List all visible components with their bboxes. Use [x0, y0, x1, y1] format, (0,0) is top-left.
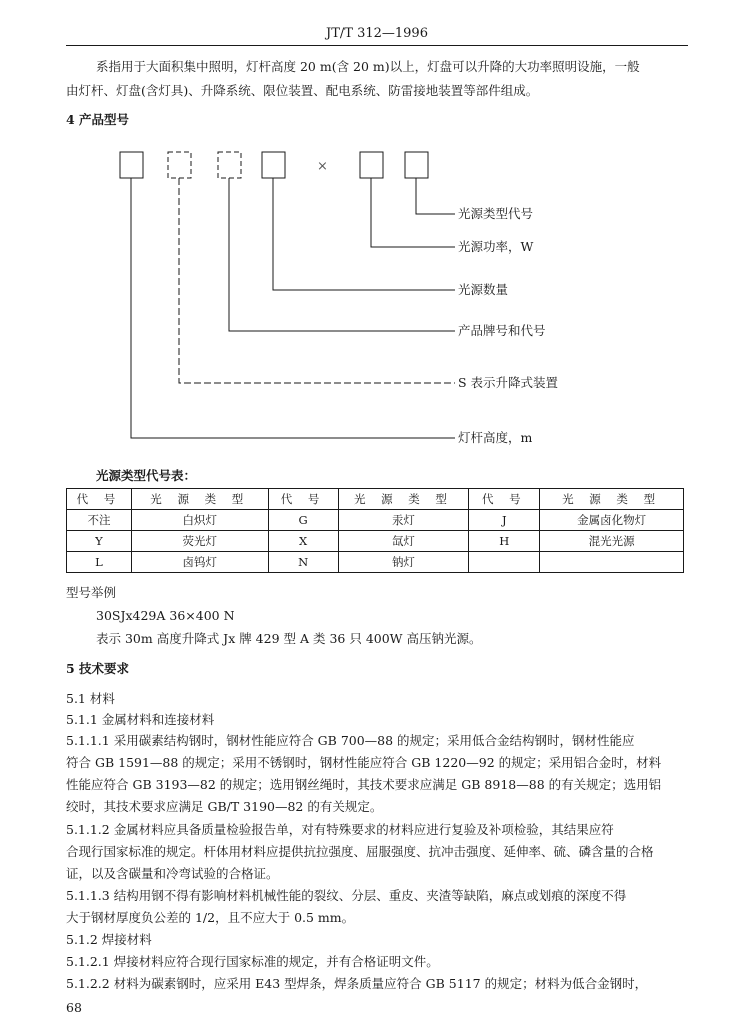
- table-row: [67, 531, 684, 552]
- leader-height: [131, 178, 455, 438]
- example-description: 表示 30m 高度升降式 Jx 牌 429 型 A 类 36 只 400W 高压钠光源。: [96, 631, 482, 646]
- example-title: 型号举例: [66, 585, 117, 600]
- table-cell: L: [67, 552, 132, 573]
- clause-5-1-1-1-line-1: 5.1.1.1 采用碳素结构钢时，钢材性能应符合 GB 700—88 的规定；采用低合金结构钢时，钢材性能应: [66, 733, 635, 748]
- clause-5-1-2-2: 5.1.2.2 材料为碳素钢时，应采用 E43 型焊条，焊条质量应符合 GB 5117 的规定；材料为低合金钢时，: [66, 976, 648, 991]
- header-code: 代 号: [67, 489, 132, 510]
- header-type: 光 源 类 型: [540, 489, 684, 510]
- header-type: 光 源 类 型: [338, 489, 469, 510]
- section-5-title: 5 技术要求: [66, 661, 130, 676]
- code-box-quantity: [262, 152, 285, 178]
- clause-5-1-1: 5.1.1 金属材料和连接材料: [66, 712, 215, 727]
- leader-type: [416, 178, 455, 214]
- table-cell: 金属卤化物灯: [540, 510, 684, 531]
- example-code: 30SJx429A 36×400 N: [96, 608, 235, 623]
- leader-brand: [229, 178, 455, 331]
- table-cell: 不注: [67, 510, 132, 531]
- table-cell: 卤钨灯: [131, 552, 268, 573]
- clause-5-1-1-3-line-2: 大于钢材厚度负公差的 1/2，且不应大于 0.5 mm。: [66, 910, 355, 925]
- leader-lift: [179, 178, 455, 383]
- table-row: [67, 510, 684, 531]
- table-cell: [540, 552, 684, 573]
- standard-code: JT/T 312—1996: [326, 26, 428, 41]
- label-light-source-type: 光源类型代号: [458, 206, 534, 221]
- code-box-lift: [168, 152, 191, 178]
- table-cell: Y: [67, 531, 132, 552]
- label-lift-device: S 表示升降式装置: [458, 375, 559, 390]
- intro-line-1: 系指用于大面积集中照明，灯杆高度 20 m(含 20 m)以上，灯盘可以升降的大功率照明设施，一般: [96, 59, 640, 74]
- clause-5-1-1-2-line-2: 合现行国家标准的规定。杆体用材料应提供抗拉强度、屈服强度、抗冲击强度、延伸率、硫、磷含量的合格: [66, 844, 654, 859]
- table-caption: 光源类型代号表：: [96, 468, 197, 483]
- table-cell: H: [469, 531, 540, 552]
- label-brand-code: 产品牌号和代号: [458, 323, 546, 338]
- label-pole-height: 灯杆高度，m: [458, 430, 533, 445]
- clause-5-1-1-3-line-1: 5.1.1.3 结构用钢不得有影响材料机械性能的裂纹、分层、重皮、夹渣等缺陷，麻点或划痕的深度不得: [66, 888, 627, 903]
- table-cell: G: [268, 510, 338, 531]
- table-cell: 氙灯: [338, 531, 469, 552]
- label-light-source-power: 光源功率，W: [458, 239, 534, 254]
- header-type: 光 源 类 型: [131, 489, 268, 510]
- leader-power: [371, 178, 455, 247]
- label-light-source-quantity: 光源数量: [458, 282, 509, 297]
- page-number: 68: [66, 1000, 82, 1015]
- table-header-row: [67, 489, 684, 510]
- header-code: 代 号: [469, 489, 540, 510]
- section-4-title: 4 产品型号: [66, 112, 130, 127]
- clause-5-1-2: 5.1.2 焊接材料: [66, 932, 152, 947]
- code-box-type: [405, 152, 428, 178]
- clause-5-1-1-1-line-4: 绞时，其技术要求应满足 GB/T 3190—82 的有关规定。: [66, 799, 383, 814]
- leader-quantity: [273, 178, 455, 290]
- table-row: [67, 552, 684, 573]
- table-cell: 混光光源: [540, 531, 684, 552]
- code-box-brand: [218, 152, 241, 178]
- clause-5-1-1-2-line-3: 证，以及含碳量和冷弯试验的合格证。: [66, 866, 279, 881]
- table-cell: [469, 552, 540, 573]
- header-code: 代 号: [268, 489, 338, 510]
- clause-5-1: 5.1 材料: [66, 691, 115, 706]
- code-box-height: [120, 152, 143, 178]
- clause-5-1-1-1-line-2: 符合 GB 1591—88 的规定；采用不锈钢时，钢材性能应符合 GB 1220—92 的规定；采用铝合金时，材料: [66, 755, 662, 770]
- intro-line-2: 由灯杆、灯盘(含灯具)、升降系统、限位装置、配电系统、防雷接地装置等部件组成。: [66, 83, 539, 98]
- table-cell: J: [469, 510, 540, 531]
- table-cell: 钠灯: [338, 552, 469, 573]
- table-cell: 荧光灯: [131, 531, 268, 552]
- times-sign: ×: [317, 159, 328, 174]
- table-cell: N: [268, 552, 338, 573]
- table-cell: 汞灯: [338, 510, 469, 531]
- table-cell: 白炽灯: [131, 510, 268, 531]
- clause-5-1-1-2-line-1: 5.1.1.2 金属材料应具备质量检验报告单，对有特殊要求的材料应进行复验及补项检验，其结果应符: [66, 822, 614, 837]
- table-cell: X: [268, 531, 338, 552]
- clause-5-1-1-1-line-3: 性能应符合 GB 3193—82 的规定；选用钢丝绳时，其技术要求应满足 GB 8918—88 的有关规定；选用铝: [66, 777, 662, 792]
- clause-5-1-2-1: 5.1.2.1 焊接材料应符合现行国家标准的规定，并有合格证明文件。: [66, 954, 439, 969]
- light-source-code-table: [66, 488, 684, 573]
- model-code-diagram: [0, 0, 752, 470]
- code-box-power: [360, 152, 383, 178]
